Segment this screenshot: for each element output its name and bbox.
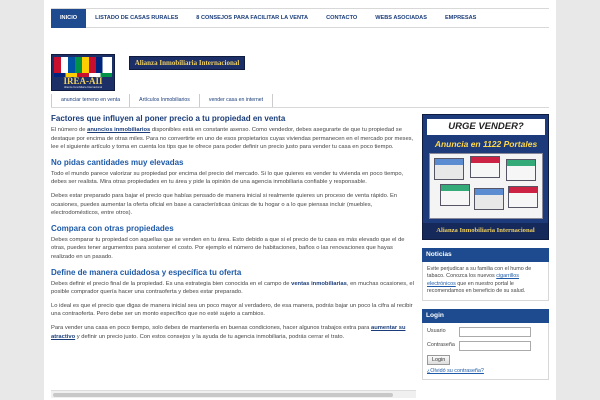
subnav-item-anunciar-terreno[interactable]: anunciar terreno en venta	[51, 94, 130, 107]
ventas-inmobiliarias-text: ventas inmobiliarias	[291, 280, 347, 287]
article-paragraph: Debes comparar tu propiedad con aquellas que se venden en tu área. Esto debido a que si el precio de tu casa es más elevado que el de otras, puedes tener argumentos para sostener el costo. Por ejemplo el número de habitaciones, baños o las renovaciones que hayas realizado en un pasado.	[51, 236, 405, 260]
section-heading: Define de manera cuidadosa y específica tu oferta	[51, 267, 242, 277]
nav-item-contacto[interactable]: CONTACTO	[326, 15, 358, 21]
password-input[interactable]	[459, 341, 531, 351]
password-label: Contraseña	[427, 341, 455, 348]
article-paragraph: Debes estar preparado para bajar el precio que habías pensado de manera inicial si realmente quieres un proceso de venta rápido. En ocasiones, puedes aumentar la oferta oficial en base a características únicas de tu hogar o a lo que piensas incluir (muebles, electrodomésticos, entre otros).	[51, 192, 398, 217]
subnav-item-articulos[interactable]: Artículos Inmobiliarios	[130, 94, 200, 107]
article-paragraph: Debes definir el precio final de la propiedad. Es una estrategia bien conocida en el campo de ventas inmobiliarias, en muchas ocasiones, el posible comprador quería hacer una contraoferta y debes estar preparado.	[51, 280, 414, 296]
advertisement-banner[interactable]	[422, 114, 549, 240]
login-form	[422, 323, 549, 380]
scrollbar-thumb[interactable]	[53, 393, 393, 397]
screen-thumbnail	[506, 159, 536, 181]
article-paragraph: Lo ideal es que el precio que digas de manera inicial sea un poco mayor al verdadero, de esa manera, podrás bajar un poco la cifra al recibir una contraoferta. Pero debe ser un monto específico que no esté sujeto a cambios.	[51, 302, 413, 318]
nav-item-8-consejos[interactable]: 8 CONSEJOS PARA FACILITAR LA VENTA	[196, 15, 309, 21]
section-heading: Compara con otras propiedades	[51, 223, 174, 233]
article-paragraph: El número de anuncios inmobiliarios disponibles está en constante asenso. Como vendedor, debes asegurarte de que tu propiedad se destaque por encima de otras miles. Para no convertirte en uno de esos propietarios cuyas viviendas permanecen en el mercado por meses, lee el siguiente artículo y toma en cuenta los tips que te ofrece para poder definir un precio justo para vender tu casa en poco tiempo.	[51, 127, 414, 151]
cigarrillos-electronicos-link[interactable]: cigarrillos electrónicos	[427, 273, 519, 287]
site-logo[interactable]	[51, 54, 115, 91]
flags-graphic	[54, 57, 112, 73]
logo-sub-text: Alianza Inmobiliaria Internacional	[63, 86, 103, 89]
logo-brand-text: IREA-AII	[63, 76, 103, 86]
username-label: Usuario	[427, 327, 446, 334]
secondary-navigation	[51, 94, 549, 108]
article-title: Factores que influyen al poner precio a tu propiedad en venta	[51, 114, 286, 123]
anuncios-inmobiliarios-link[interactable]: anuncios inmobiliarios	[87, 127, 151, 133]
screen-thumbnail	[508, 186, 538, 208]
ad-question: URGE VENDER?	[427, 119, 545, 135]
article-paragraph: Todo el mundo parece valorizar su propiedad por encima del precio del mercado. Si lo que quieres es vender tu vivienda en poco tiempo, debes ser realista. Mira otras propiedades en tu área y pide la opinión de una agencia inmobiliaria confiable y responsable.	[51, 170, 404, 186]
screen-thumbnail	[440, 184, 470, 206]
username-input[interactable]	[459, 327, 531, 337]
subnav-item-vender-casa[interactable]: vender casa en internet	[200, 94, 273, 107]
section-heading: No pidas cantidades muy elevadas	[51, 157, 184, 167]
nav-item-listado-casas-rurales[interactable]: LISTADO DE CASAS RURALES	[95, 15, 179, 21]
horizontal-scrollbar[interactable]	[51, 390, 416, 398]
sidebar	[422, 114, 549, 400]
nav-item-empresas[interactable]: EMPRESAS	[444, 15, 477, 21]
login-button[interactable]: Login	[427, 355, 450, 365]
header-banner[interactable]: Alianza Inmobiliaria Internacional	[129, 56, 245, 70]
screen-thumbnail	[434, 158, 464, 180]
forgot-password-link[interactable]: ¿Olvidó su contraseña?	[427, 367, 484, 374]
article-paragraph: Para vender una casa en poco tiempo, solo debes de mantenerla en buenas condiciones, hacer algunos trabajos extra para aumentar su atractivo y definir un precio justo. Con estos consejos y la ayuda de tu agencia inmobiliaria, podrás cerrar el trato.	[51, 324, 406, 340]
news-widget-title: Noticias	[422, 248, 549, 262]
nav-item-webs-asociadas[interactable]: WEBS ASOCIADAS	[375, 15, 427, 21]
login-widget-title: Login	[422, 309, 549, 323]
ad-headline: Anuncia en 1122 Portales	[434, 139, 538, 149]
page-wrapper	[44, 0, 556, 400]
site-header	[51, 28, 549, 94]
article-content	[51, 114, 416, 394]
screen-thumbnail	[470, 156, 500, 178]
nav-item-inicio[interactable]: INICIO	[51, 9, 86, 28]
ad-screenshots-graphic	[429, 153, 543, 219]
news-widget-body: Evite perjudicar a su familia con el humo de tabaco. Conozca los nuevos cigarrillos electrónicos que en nuestro portal le recomendamos en beneficio de su salud.	[422, 262, 549, 301]
aumentar-atractivo-link[interactable]: aumentar su atractivo	[51, 324, 406, 340]
screen-thumbnail	[474, 188, 504, 210]
top-navigation	[51, 8, 549, 28]
ad-footer: Alianza Inmobiliaria Internacional	[423, 223, 548, 239]
